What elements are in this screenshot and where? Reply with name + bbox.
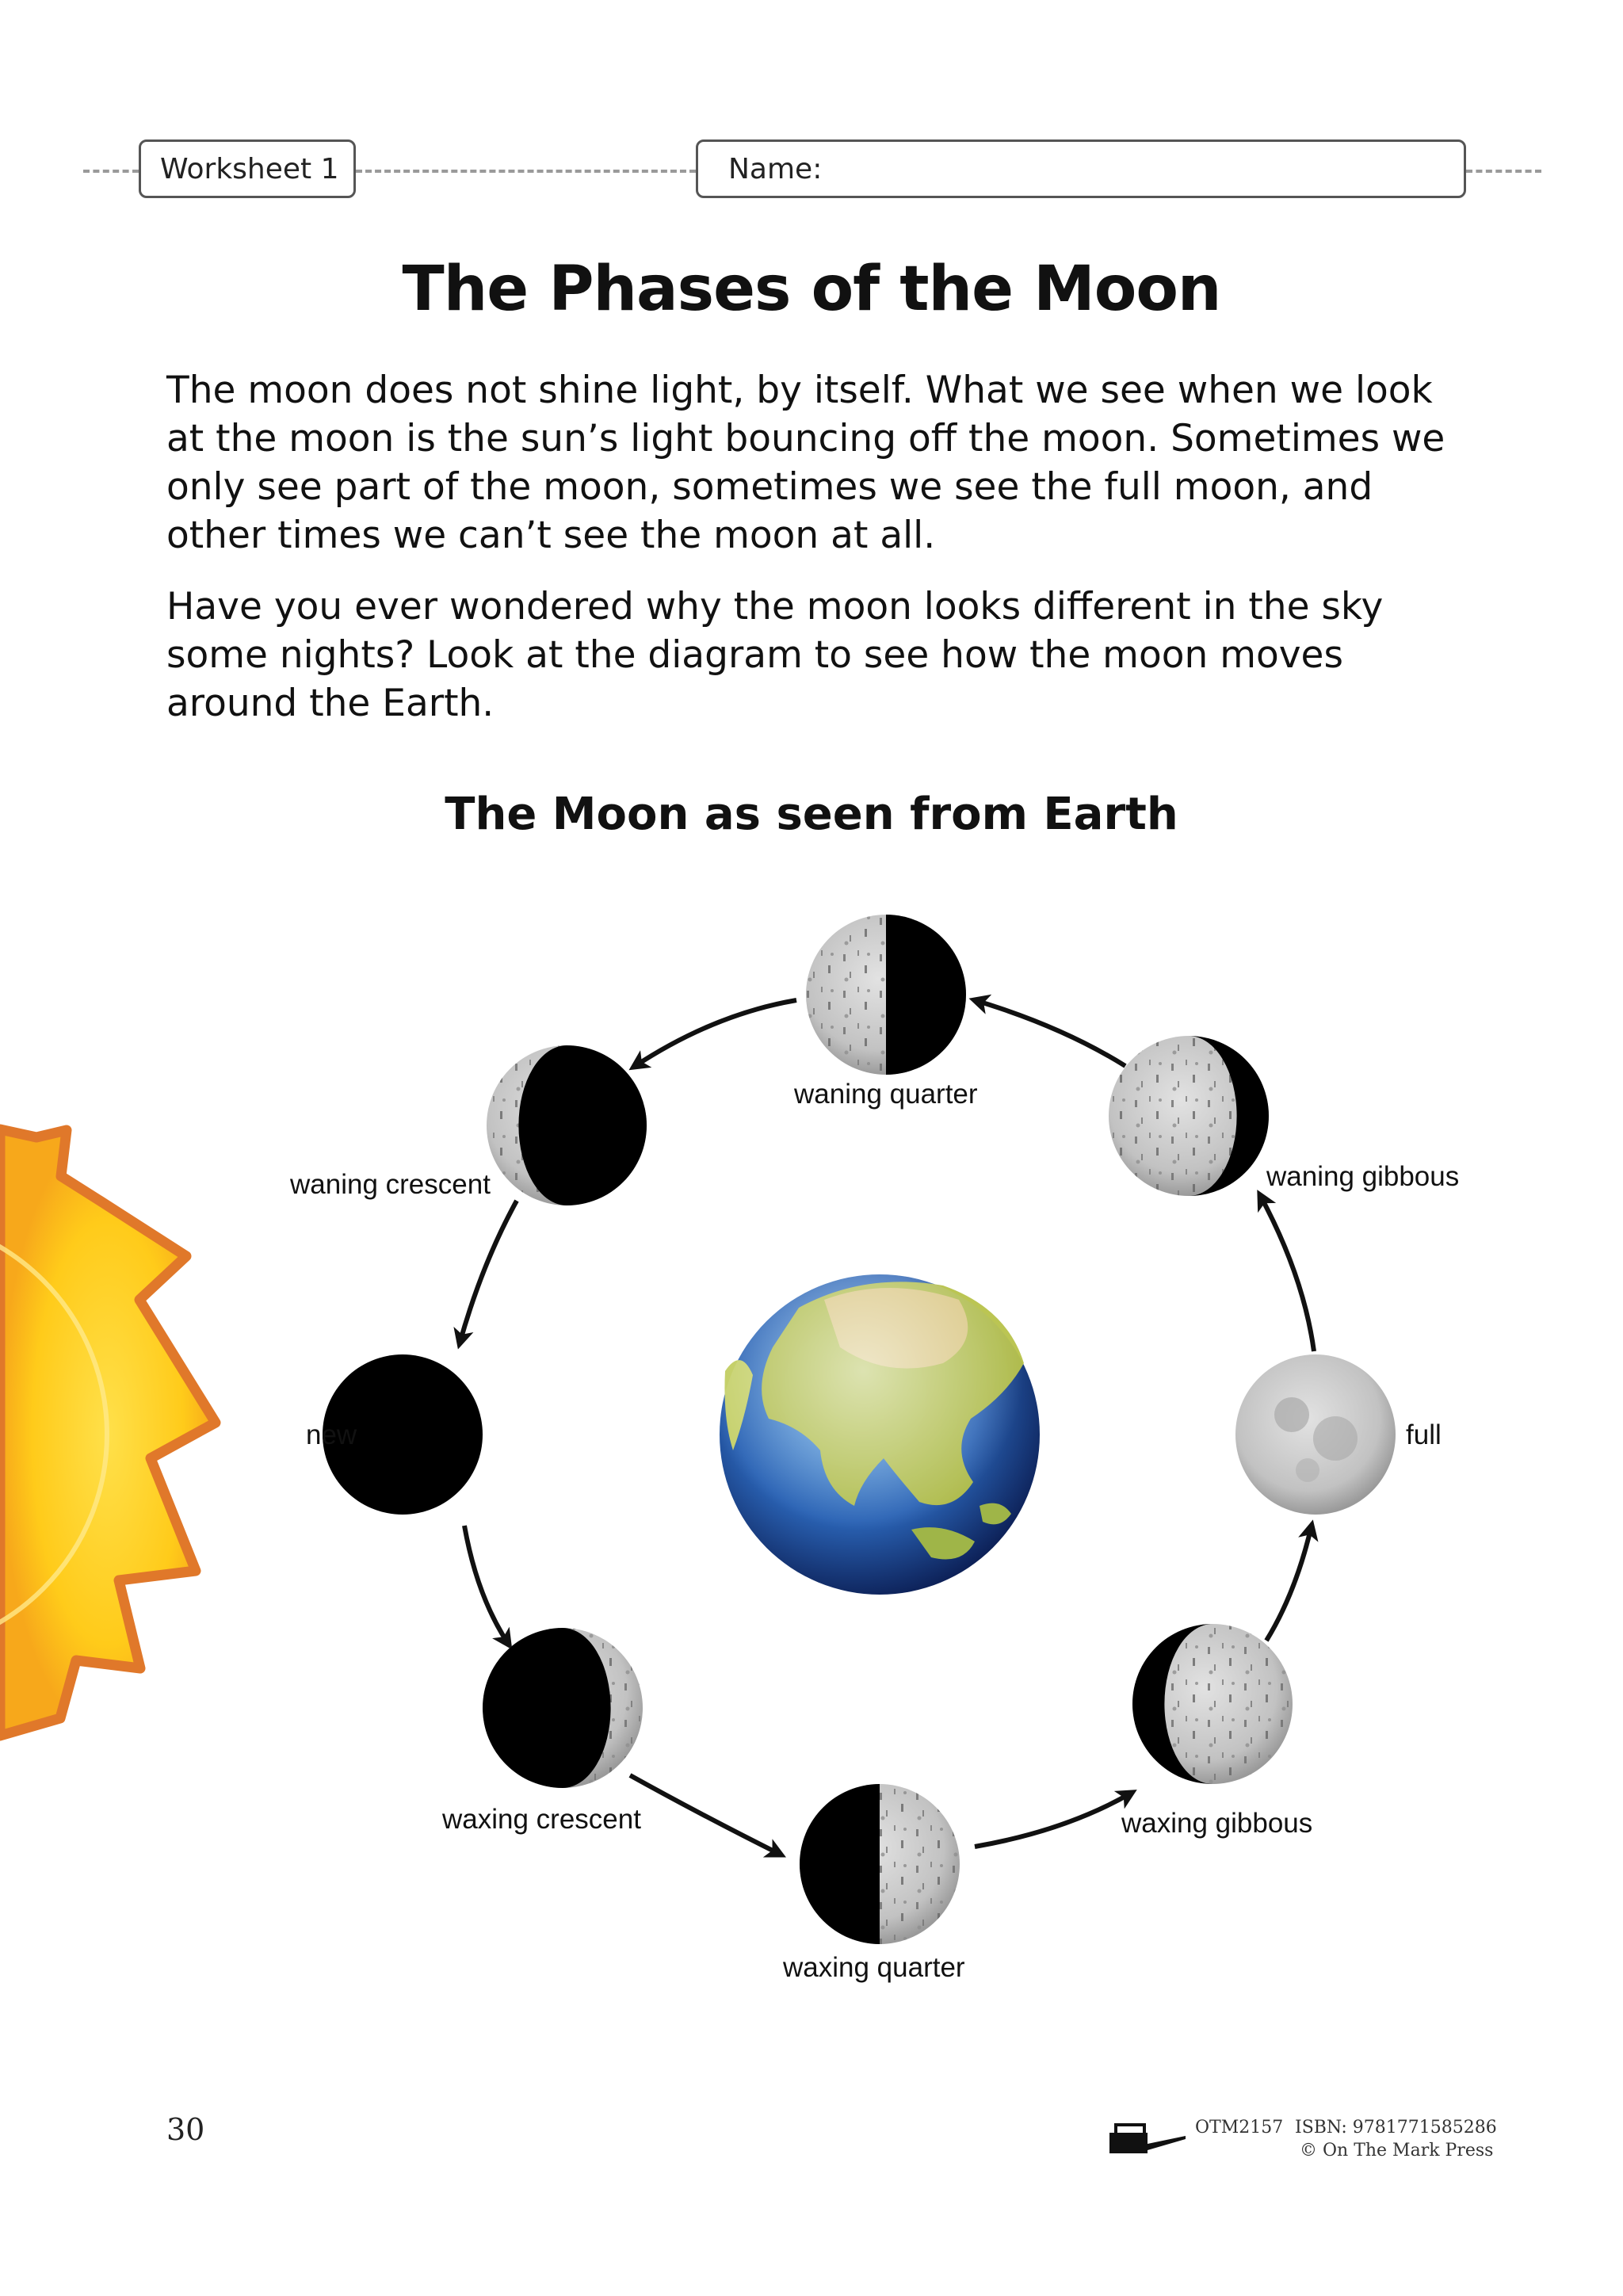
- phase-label-waning-quarter: waning quarter: [794, 1079, 978, 1110]
- publisher-logo-icon: [1109, 2120, 1187, 2155]
- page-title: The Phases of the Moon: [402, 254, 1221, 325]
- phase-label-waxing-crescent: waxing crescent: [442, 1804, 641, 1835]
- moon-full-icon: [1235, 1354, 1396, 1515]
- name-field[interactable]: [696, 139, 1466, 198]
- orbit-arrow-waxing-crescent-to-waxing-quarter: [630, 1775, 781, 1855]
- moon-waxing-crescent-icon: [483, 1628, 643, 1788]
- orbit-arrow-waning-quarter-to-waning-crescent: [634, 1000, 796, 1067]
- orbit-arrow-waxing-quarter-to-waxing-gibbous: [975, 1793, 1132, 1847]
- intro-paragraph-2: Have you ever wondered why the moon looks different in the sky some nights? Look at the diagram to see how the moon moves around the Earth.: [166, 585, 1384, 725]
- phase-label-waning-gibbous: waning gibbous: [1266, 1161, 1460, 1192]
- sun-icon: [0, 1129, 216, 1736]
- copyright: © On The Mark Press: [1300, 2141, 1494, 2160]
- header-dash-middle: [356, 170, 696, 173]
- page-number: 30: [166, 2112, 205, 2147]
- worksheet-label: Worksheet 1: [160, 152, 339, 185]
- phase-label-new: new: [306, 1419, 357, 1450]
- header-dash-left: [83, 170, 139, 173]
- moon-waning-crescent-icon: [487, 1045, 647, 1205]
- product-code: OTM2157: [1195, 2118, 1284, 2137]
- worksheet-label-box: [139, 139, 356, 198]
- orbit-arrow-waxing-gibbous-to-full: [1266, 1526, 1312, 1641]
- orbit-arrow-new-to-waxing-crescent: [464, 1526, 509, 1645]
- phase-label-full: full: [1406, 1419, 1442, 1450]
- orbit-arrow-waning-crescent-to-new: [460, 1201, 517, 1343]
- diagram-title: The Moon as seen from Earth: [445, 789, 1178, 840]
- moon-waxing-quarter-icon: [800, 1784, 960, 1944]
- moon-waxing-gibbous-icon: [1132, 1624, 1293, 1784]
- isbn: ISBN: 9781771585286: [1295, 2118, 1497, 2137]
- earth-icon: [720, 1274, 1040, 1595]
- moon-waning-gibbous-icon: [1109, 1036, 1269, 1196]
- orbit-arrow-full-to-waning-gibbous: [1260, 1195, 1314, 1351]
- moon-waning-quarter-icon: [806, 915, 966, 1075]
- moon-phase-diagram: [0, 856, 1623, 2045]
- phase-label-waxing-quarter: waxing quarter: [783, 1952, 965, 1983]
- phase-label-waxing-gibbous: waxing gibbous: [1121, 1808, 1313, 1839]
- name-label: Name:: [728, 152, 823, 185]
- orbit-arrow-waning-gibbous-to-waning-quarter: [975, 1000, 1125, 1066]
- phase-label-waning-crescent: waning crescent: [290, 1169, 491, 1200]
- header-dash-right: [1466, 170, 1541, 173]
- intro-paragraph-1: The moon does not shine light, by itself. What we see when we look at the moon is the sun’s light bouncing off the moon. Sometimes we only see part of the moon, sometimes we see the full moon, and other times we can’t see the moon at all.: [166, 369, 1445, 557]
